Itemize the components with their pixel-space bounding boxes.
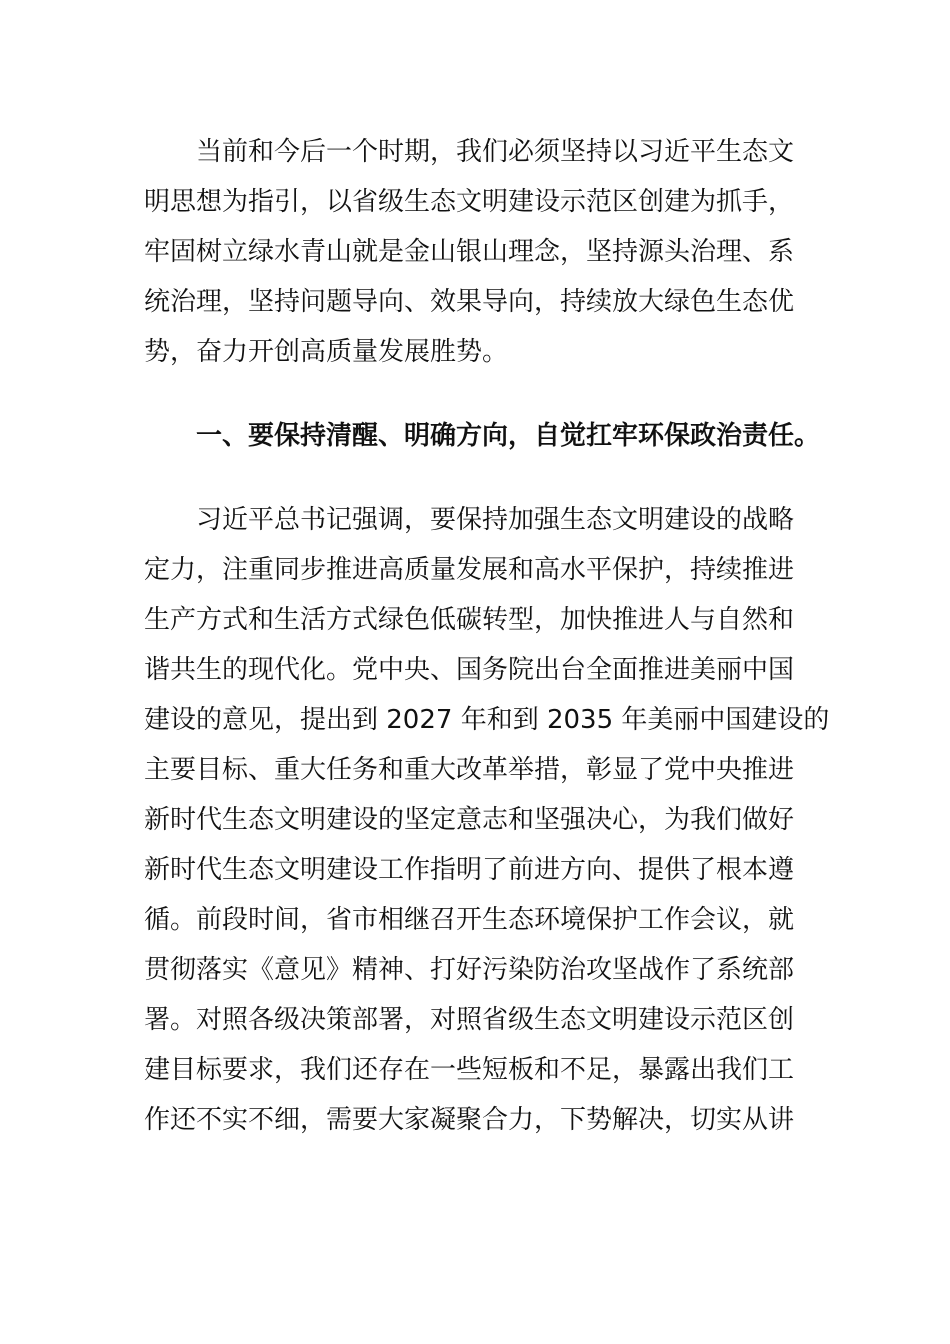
- section-heading: 一、要保持清醒、明确方向，自觉扛牢环保政治责任。: [196, 421, 821, 451]
- paragraph-line: 新时代生态文明建设的坚定意志和坚强决心，为我们做好: [144, 805, 795, 835]
- paragraph-line: 新时代生态文明建设工作指明了前进方向、提供了根本遵: [144, 855, 795, 885]
- paragraph-line: 当前和今后一个时期，我们必须坚持以习近平生态文: [196, 137, 795, 167]
- paragraph-line: 定力，注重同步推进高质量发展和高水平保护，持续推进: [144, 555, 795, 585]
- paragraph-line: 署。对照各级决策部署，对照省级生态文明建设示范区创: [144, 1005, 795, 1035]
- paragraph-line: 贯彻落实《意见》精神、打好污染防治攻坚战作了系统部: [144, 955, 795, 985]
- paragraph-line: 建设的意见，提出到 2027 年和到 2035 年美丽中国建设的: [144, 705, 830, 735]
- paragraph-line: 谐共生的现代化。党中央、国务院出台全面推进美丽中国: [144, 655, 795, 685]
- paragraph-line: 牢固树立绿水青山就是金山银山理念，坚持源头治理、系: [144, 237, 795, 267]
- paragraph-line: 循。前段时间，省市相继召开生态环境保护工作会议，就: [144, 905, 795, 935]
- paragraph-line: 作还不实不细，需要大家凝聚合力，下势解决，切实从讲: [144, 1105, 795, 1135]
- paragraph-line: 建目标要求，我们还存在一些短板和不足，暴露出我们工: [144, 1055, 795, 1085]
- paragraph-line: 统治理，坚持问题导向、效果导向，持续放大绿色生态优: [144, 287, 795, 317]
- paragraph-line: 习近平总书记强调，要保持加强生态文明建设的战略: [196, 505, 795, 535]
- paragraph-line: 势，奋力开创高质量发展胜势。: [144, 337, 509, 367]
- paragraph-line: 明思想为指引，以省级生态文明建设示范区创建为抓手，: [144, 187, 795, 217]
- paragraph-line: 生产方式和生活方式绿色低碳转型，加快推进人与自然和: [144, 605, 795, 635]
- paragraph-line: 主要目标、重大任务和重大改革举措，彰显了党中央推进: [144, 755, 795, 785]
